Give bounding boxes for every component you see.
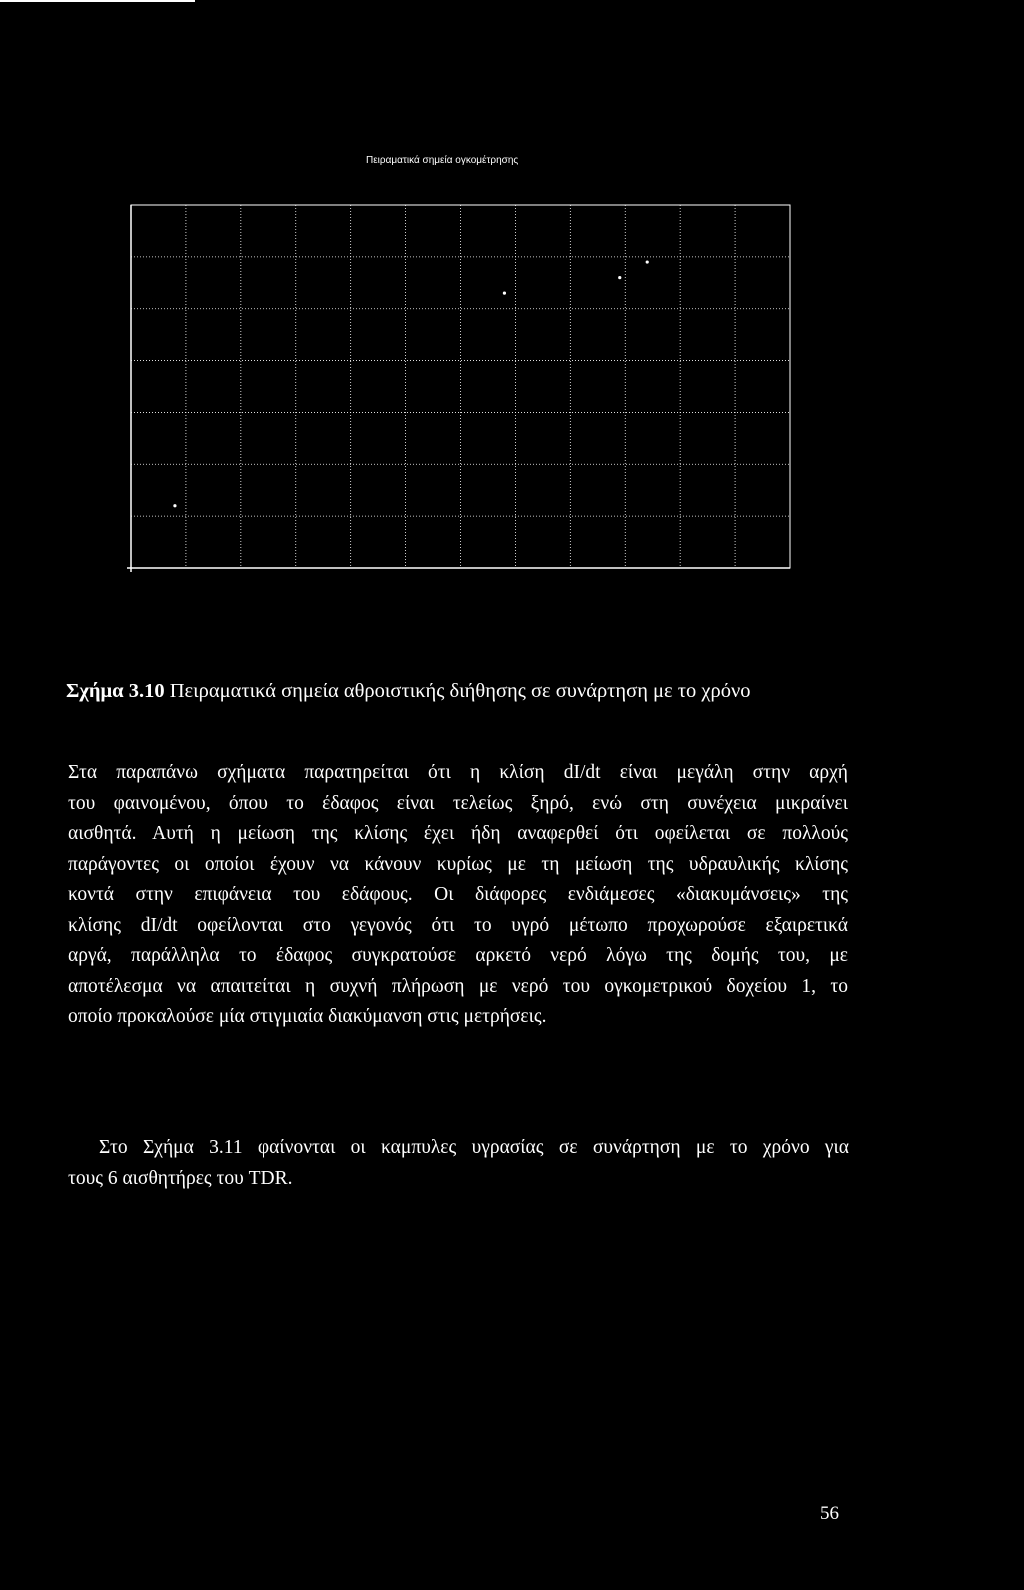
data-point bbox=[618, 276, 621, 279]
paragraph-line: κοντά στην επιφάνεια του εδάφους. Οι διάφορες ενδιάμεσες «διακυμάνσεις» της bbox=[68, 884, 848, 905]
paragraph-line: τους 6 αισθητήρες του TDR. bbox=[68, 1167, 293, 1189]
paragraph-line: οποίο προκαλούσε μία στιγμιαία διακύμανση στις μετρήσεις. bbox=[68, 1006, 547, 1027]
data-point bbox=[503, 292, 506, 295]
chart bbox=[0, 0, 1024, 600]
data-point bbox=[173, 504, 176, 507]
paragraph-line: αισθητά. Αυτή η μείωση της κλίσης έχει ήδη αναφερθεί ότι οφείλεται σε πολλούς bbox=[68, 823, 848, 844]
paragraph-line: Στο Σχήμα 3.11 φαίνονται οι καμπυλες υγρασίας σε συνάρτηση με το χρόνο για bbox=[99, 1137, 849, 1158]
paragraph-line: παράγοντες οι οποίοι έχουν να κάνουν κυρίως με τη μείωση της υδραυλικής κλίσης bbox=[68, 853, 848, 875]
chart-points bbox=[173, 260, 648, 507]
paragraph-line: αποτέλεσμα να απαιτείται η συχνή πλήρωση με νερό του ογκομετρικού δοχείου 1, το bbox=[68, 975, 848, 997]
paragraph-2 bbox=[68, 1133, 849, 1194]
paragraph-1 bbox=[68, 758, 848, 1033]
figure-caption bbox=[66, 680, 750, 703]
chart-frame bbox=[127, 205, 790, 572]
chart-grid bbox=[131, 205, 790, 568]
paragraph-line: Στα παραπάνω σχήματα παρατηρείται ότι η κλίση dI/dt είναι μεγάλη στην αρχή bbox=[68, 762, 848, 783]
figure-caption-text: Πειραματικά σημεία αθροιστικής διήθησης σε συνάρτηση με το χρόνο bbox=[164, 680, 751, 702]
chart-title: Πειραματικά σημεία ογκομέτρησης bbox=[366, 155, 519, 166]
paragraph-line: αργά, παράλληλα το έδαφος συγκρατούσε αρκετό νερό λόγω της δομής του, με bbox=[68, 945, 848, 966]
data-point bbox=[646, 260, 649, 263]
paragraph-line: του φαινομένου, όπου το έδαφος είναι τελείως ξηρό, ενώ στη συνέχεια μικραίνει bbox=[68, 792, 848, 814]
paragraph-line: κλίσης dI/dt οφείλονται στο γεγονός ότι το υγρό μέτωπο προχωρούσε εξαιρετικά bbox=[68, 914, 848, 936]
page-number: 56 bbox=[820, 1503, 839, 1524]
figure-caption-label: Σχήμα 3.10 bbox=[66, 680, 165, 702]
